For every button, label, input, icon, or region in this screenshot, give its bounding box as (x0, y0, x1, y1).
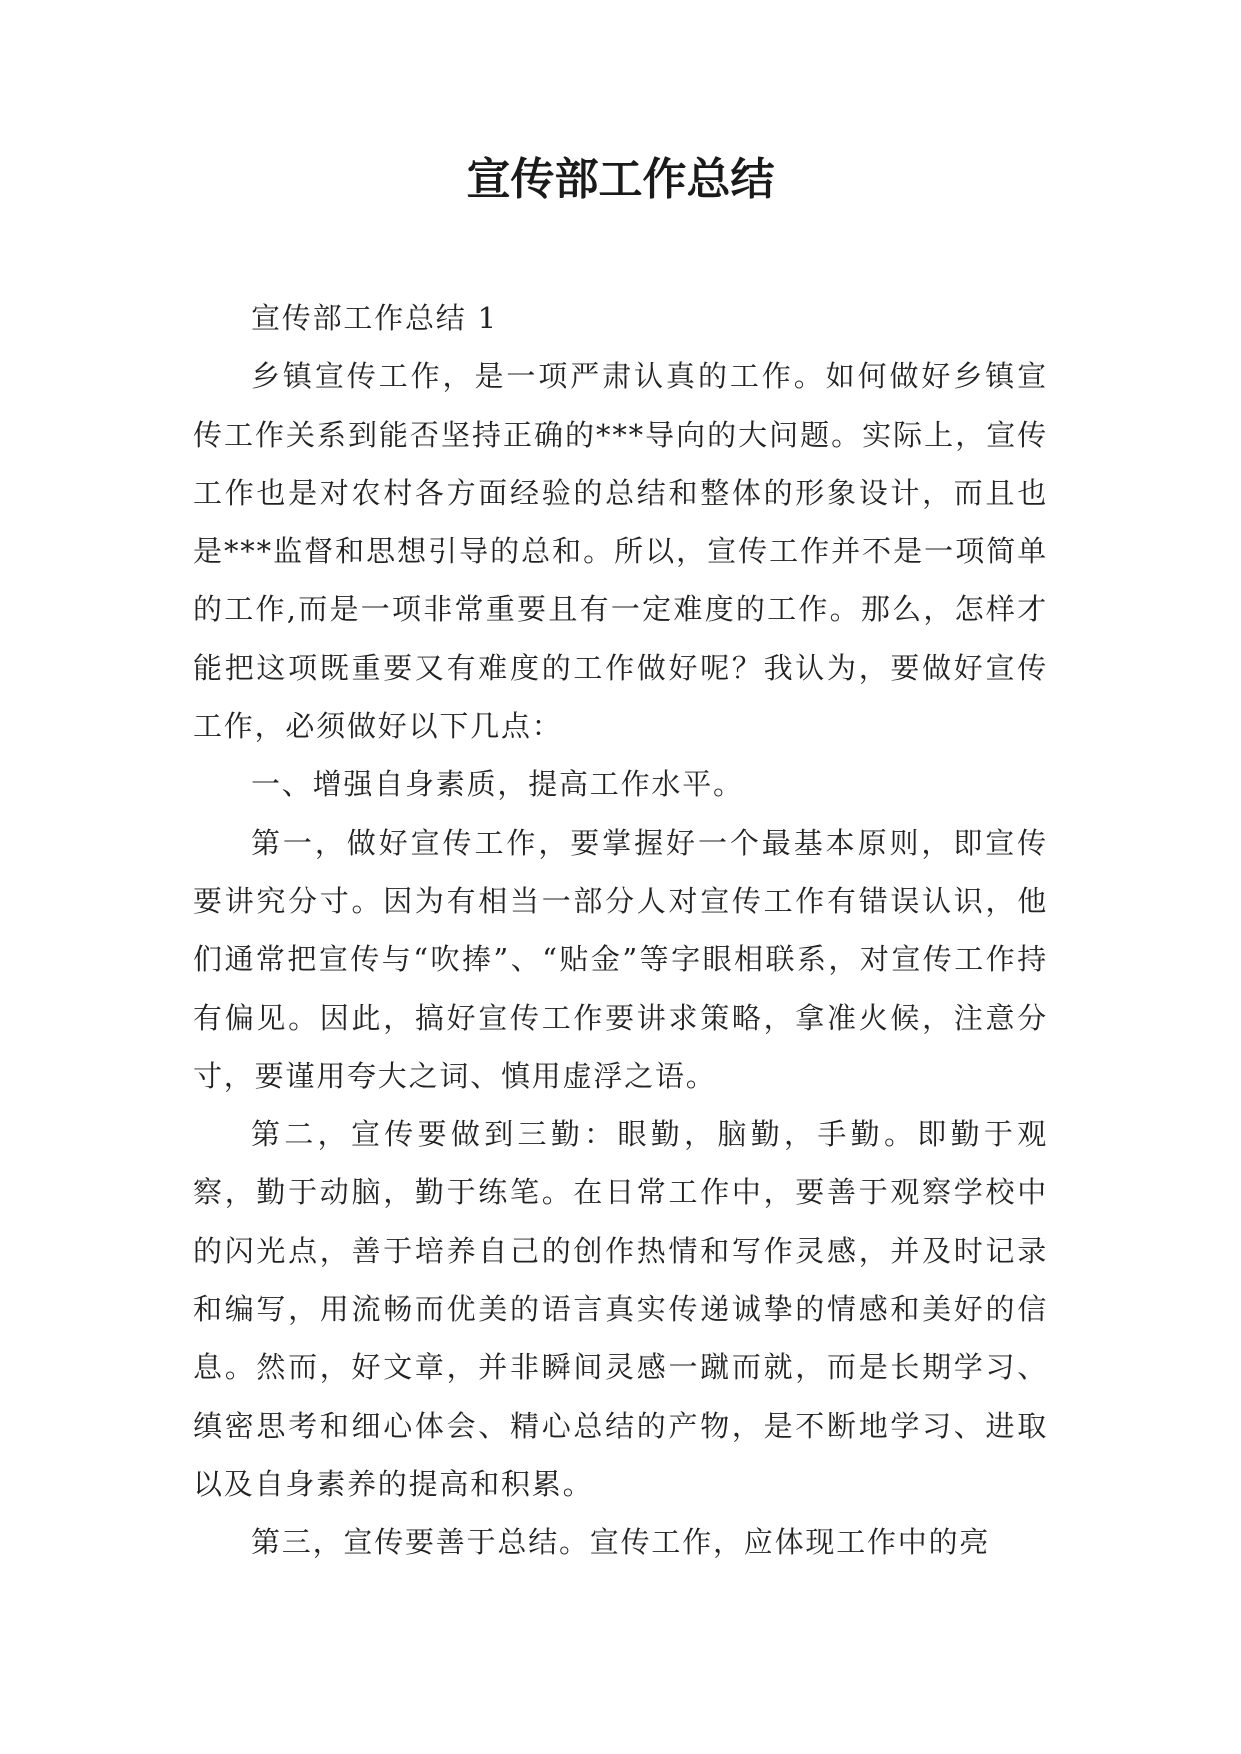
document-title: 宣传部工作总结 (466, 154, 775, 205)
paragraph: 乡镇宣传工作，是一项严肃认真的工作。如何做好乡镇宣传工作关系到能否坚持正确的***导向的大问题。实际上，宣传工作也是对农村各方面经验的总结和整体的形象设计，而且也是***监督和思想引导的总和。所以，宣传工作并不是一项简单的工作,而是一项非常重要且有一定难度的工作。那么，怎样才能把这项既重要又有难度的工作做好呢？我认为，要做好宣传工作，必须做好以下几点： (193, 359, 1048, 744)
paragraph: 第一，做好宣传工作，要掌握好一个最基本原则，即宣传要讲究分寸。因为有相当一部分人对宣传工作有错误认识，他们通常把宣传与“吹捧”、“贴金”等字眼相联系，对宣传工作持有偏见。因此，搞好宣传工作要讲求策略，拿准火候，注意分寸，要谨用夸大之词、慎用虚浮之语。 (193, 825, 1048, 1093)
sub-heading: 一、增强自身素质，提高工作水平。 (251, 767, 744, 802)
section-heading: 宣传部工作总结 1 (251, 301, 498, 335)
paragraph: 第三，宣传要善于总结。宣传工作，应体现工作中的亮 (251, 1525, 991, 1560)
document-body (193, 289, 1048, 1572)
paragraph: 第二，宣传要做到三勤：眼勤，脑勤，手勤。即勤于观察，勤于动脑，勤于练笔。在日常工作中，要善于观察学校中的闪光点，善于培养自己的创作热情和写作灵感，并及时记录和编写，用流畅而优美的语言真实传递诚挚的情感和美好的信息。然而，好文章，并非瞬间灵感一蹴而就，而是长期学习、缜密思考和细心体会、精心总结的产物，是不断地学习、进取以及自身素养的提高和积累。 (193, 1117, 1048, 1501)
